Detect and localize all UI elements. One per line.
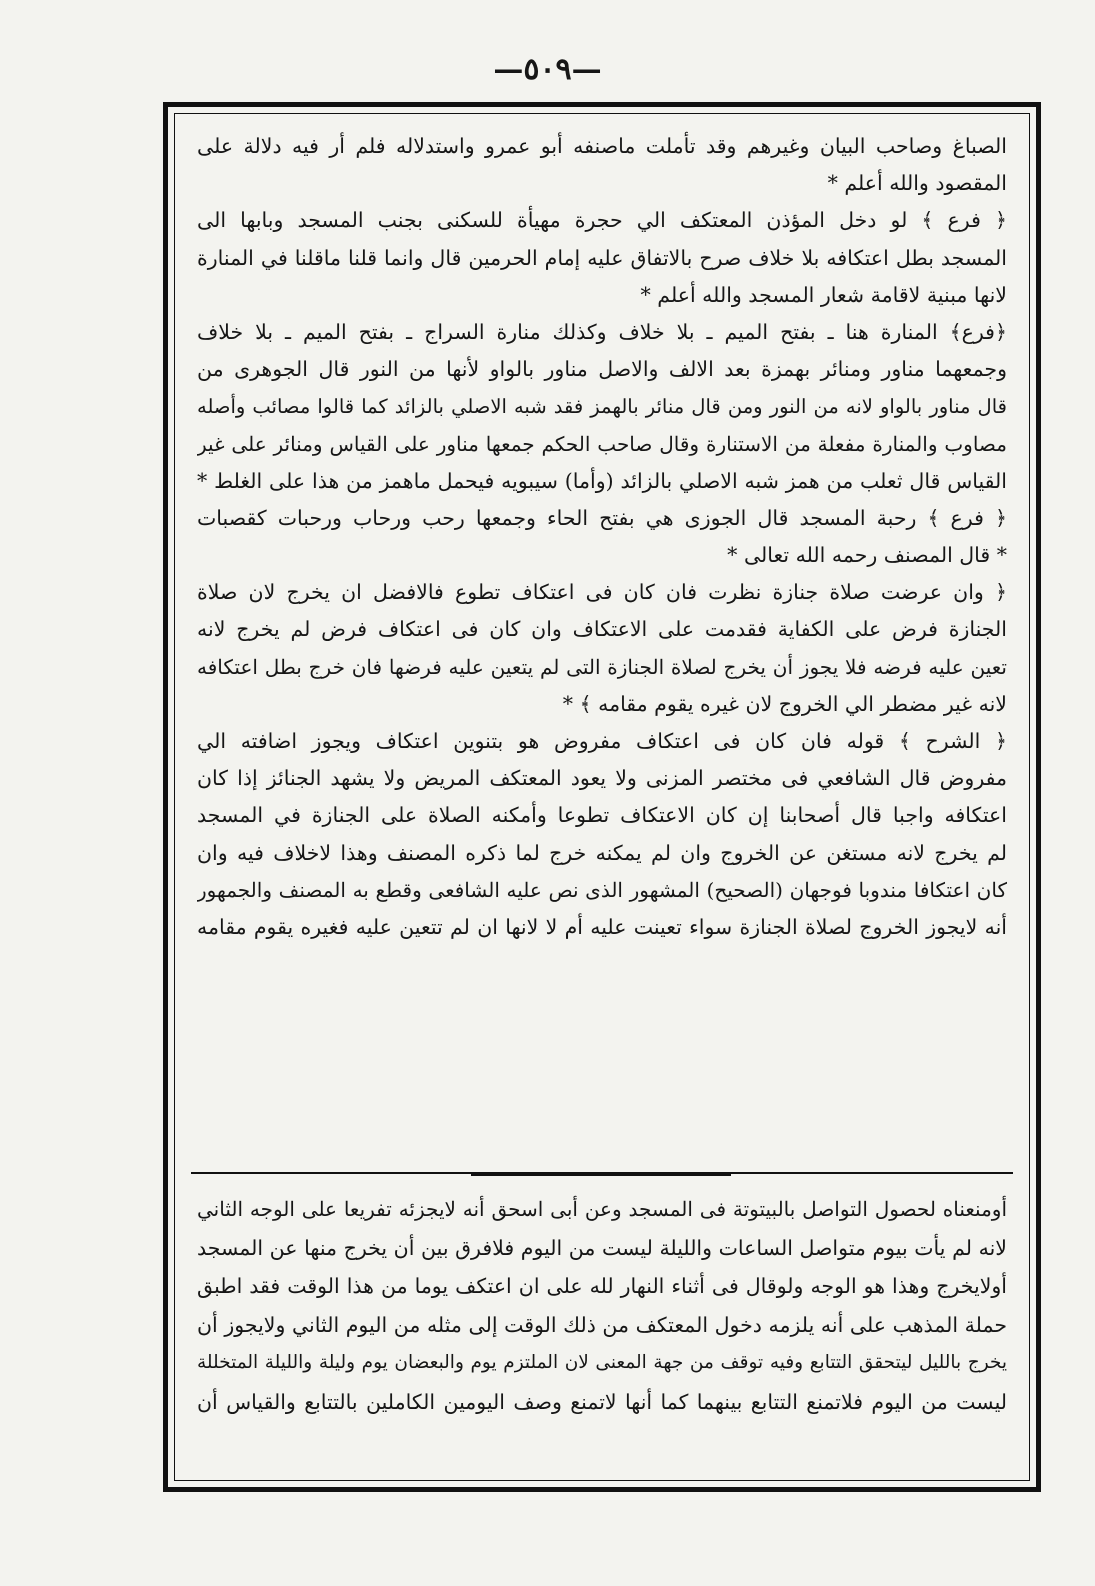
main-text-line: القياس قال ثعلب من همز شبه الاصلي بالزائد (وأما) سيبويه فيحمل ماهمز من هذا على الغلط * — [197, 468, 1007, 493]
main-text-line: ﴿ فرع ﴾ لو دخل المؤذن المعتكف الي حجرة مهيأة للسكنى بجنب المسجد وبابها الى — [197, 208, 1007, 233]
main-text-line: لانه غير مضطر الي الخروج لان غيره يقوم مقامه ﴾ * — [562, 691, 1007, 716]
page-frame — [163, 102, 1041, 1492]
main-text-line: ﴿فرع﴾ المنارة هنا ـ بفتح الميم ـ بلا خلاف وكذلك منارة السراج ـ بفتح الميم ـ بلا خلاف — [197, 319, 1007, 344]
main-text-line: الجنازة فرض على الكفاية فقدمت على الاعتكاف وان كان فى اعتكاف فرض لم يخرج لانه — [197, 617, 1007, 642]
main-text-line: ﴿ فرع ﴾ رحبة المسجد قال الجوزى هي بفتح الحاء وجمعها رحب ورحاب ورحبات كقصبات — [197, 505, 1007, 530]
main-text-line: ﴿ الشرح ﴾ قوله فان كان فى اعتكاف مفروض هو بتنوين اعتكاف ويجوز اضافته الي — [197, 729, 1007, 753]
main-text-line: قال مناور بالواو لانه من النور ومن قال منائر بالهمز فقد شبه الاصلي بالزائد كما قالوا مصائب وأصله — [197, 395, 1007, 419]
commentary-line: أومنعناه لحصول التواصل بالبيتوتة فى المسجد وعن أبى اسحق أنه لايجزئه تفريعا على الوجه الثاني — [197, 1197, 1007, 1221]
main-text-line: المقصود والله أعلم * — [827, 171, 1007, 196]
main-text-line: مفروض قال الشافعي فى مختصر المزنى ولا يعود المعتكف المريض ولا يشهد الجنائز إذا كان — [197, 766, 1007, 791]
main-text-line: مصاوب والمنارة مفعلة من الاستنارة وقال صاحب الحكم جمعها مناور على القياس ومنائر على غير — [197, 431, 1007, 456]
commentary-line: ليست من اليوم فلاتمنع التتابع بينهما كما أنها لاتمنع وصف اليومين الكاملين بالتتابع والقياس أن — [197, 1389, 1007, 1414]
commentary-line: أولايخرج وهذا هو الوجه ولوقال فى أثناء النهار لله على ان اعتكف يوما من هذا الوقت فقد اطبق — [197, 1274, 1007, 1299]
main-text-block — [197, 128, 1007, 946]
commentary-line: يخرج بالليل ليتحقق التتابع وفيه توقف من جهة المعنى لان الملتزم يوم والبعضان يوم وليلة والليلة المتخللة — [197, 1352, 1007, 1374]
page-frame-inner — [174, 113, 1030, 1481]
footnote-separator — [191, 1172, 1013, 1174]
page-number: —٥٠٩— — [493, 52, 602, 87]
main-text-line: أنه لايجوز الخروج لصلاة الجنازة سواء تعينت عليه أم لا لانها ان لم تتعين عليه فغيره يقوم مقامه — [197, 914, 1007, 939]
main-text-line: تعين عليه فرضه فلا يجوز أن يخرج لصلاة الجنازة التى لم يتعين عليه فرضها فان خرج بطل اعتكافه — [197, 654, 1007, 679]
main-text-line: * قال المصنف رحمه الله تعالى * — [727, 543, 1007, 568]
main-text-line: اعتكافه واجبا قال أصحابنا إن كان الاعتكاف تطوعا وأمكنه الصلاة على الجنازة في المسجد — [197, 803, 1007, 828]
main-text-line: لم يخرج لانه مستغن عن الخروج وان لم يمكنه خرج لما ذكره المصنف وهذا لاخلاف فيه وان — [197, 840, 1007, 865]
main-text-line: المسجد بطل اعتكافه بلا خلاف صرح بالاتفاق عليه إمام الحرمين قال وانما قلنا ماقلنا في المنارة — [197, 245, 1007, 270]
main-text-line: وجمعهما مناور ومنائر بهمزة بعد الالف والاصل مناور بالواو لأنها من النور قال الجوهرى من — [197, 357, 1007, 382]
main-text-line: كان اعتكافا مندوبا فوجهان (الصحيح) المشهور الذى نص عليه الشافعى وقطع به المصنف والجمهور — [197, 877, 1007, 902]
commentary-text-block — [197, 1190, 1007, 1422]
main-text-line: ﴿ وان عرضت صلاة جنازة نظرت فان كان فى اعتكاف تطوع فالافضل ان يخرج لان صلاة — [197, 580, 1007, 605]
commentary-line: حملة المذهب على أنه يلزمه دخول المعتكف من ذلك الوقت إلى مثله من اليوم الثاني ولايجوز أن — [197, 1312, 1007, 1337]
commentary-line: لانه لم يأت بيوم متواصل الساعات والليلة ليست من اليوم فلافرق بين أن يخرج منها عن المسجد — [197, 1235, 1007, 1260]
main-text-line: لانها مبنية لاقامة شعار المسجد والله أعلم * — [640, 282, 1007, 307]
main-text-line: الصباغ وصاحب البيان وغيرهم وقد تأملت ماصنفه أبو عمرو واستدلاله فلم أر فيه دلالة على — [197, 134, 1007, 158]
